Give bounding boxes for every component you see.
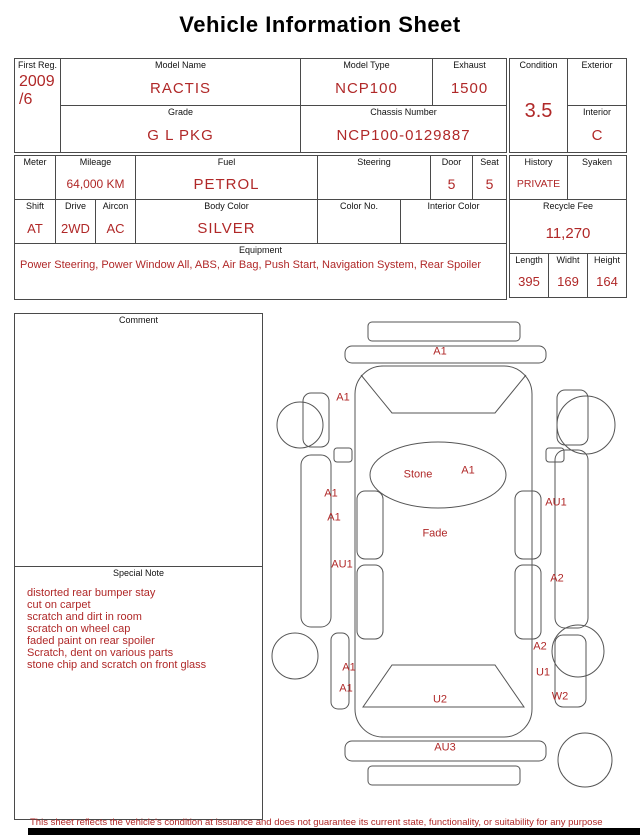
seat-cell — [473, 156, 507, 201]
syaken-label: Syaken — [581, 157, 613, 167]
door-value: 5 — [447, 176, 456, 192]
first-reg-label: First Reg. — [17, 60, 57, 70]
dimensions-table — [509, 253, 627, 298]
right-rear-door-panel — [515, 565, 541, 639]
diagram-damage-label: A1 — [324, 487, 338, 500]
history-table — [509, 155, 627, 201]
recycle-fee-label: Recycle Fee — [542, 201, 594, 211]
diagram-damage-label: A1 — [342, 661, 356, 674]
seat-value: 5 — [485, 176, 494, 192]
hood-line — [361, 375, 526, 413]
condition-value: 3.5 — [524, 99, 553, 122]
drive-value: 2WD — [61, 220, 90, 236]
steering-cell — [318, 156, 431, 201]
special-note-line: Scratch, dent on various parts — [27, 647, 174, 659]
special-note-line: cut on carpet — [27, 599, 91, 611]
mileage-label: Mileage — [79, 157, 112, 167]
length-label: Length — [515, 255, 543, 265]
aircon-label: Aircon — [102, 201, 129, 211]
meter-cell — [15, 156, 56, 201]
diagram-damage-label: A2 — [550, 572, 564, 585]
history-cell — [510, 156, 568, 201]
detail-table-row-b — [14, 199, 507, 245]
left-mirror — [334, 448, 352, 462]
chassis-number-cell — [301, 106, 507, 153]
color-no-cell — [318, 200, 401, 245]
model-type-cell — [301, 59, 433, 106]
first-reg-value-year: 2009 — [19, 73, 55, 90]
special-note-line: faded paint on rear spoiler — [27, 635, 155, 647]
page-title: Vehicle Information Sheet — [179, 12, 461, 37]
exhaust-label: Exhaust — [453, 60, 486, 70]
chassis-number-value: NCP100-0129887 — [336, 127, 471, 144]
door-cell — [431, 156, 473, 201]
recycle-fee-value: 11,270 — [545, 224, 591, 242]
model-name-label: Model Name — [154, 60, 207, 70]
left-rear-wheel — [272, 633, 318, 679]
grade-label: Grade — [167, 107, 193, 117]
color-no-label: Color No. — [339, 201, 378, 211]
width-label: Widht — [556, 255, 580, 265]
left-front-wheel — [277, 402, 323, 448]
vehicle-main-table — [14, 58, 507, 153]
chassis-number-label: Chassis Number — [370, 107, 437, 117]
recycle-fee-cell — [510, 200, 627, 255]
width-value: 169 — [557, 274, 579, 289]
model-type-value: NCP100 — [335, 80, 398, 97]
right-side-strip — [555, 450, 588, 628]
aircon-value: AC — [106, 220, 125, 236]
model-name-value: RACTIS — [149, 80, 211, 97]
disclaimer-text: This sheet reflects the vehicle's condition at issuance and does not guarantee its current state, functionality, or suitability for any purpose — [30, 817, 603, 828]
fuel-cell — [136, 156, 318, 201]
shift-value: AT — [27, 220, 43, 236]
comment-box — [14, 313, 263, 567]
diagram-damage-label: A1 — [339, 682, 353, 695]
model-type-label: Model Type — [343, 60, 390, 70]
special-note-line: distorted rear bumper stay — [27, 587, 156, 599]
right-rear-wheel — [552, 625, 604, 677]
diagram-damage-label: W2 — [551, 690, 569, 703]
diagram-damage-label: A1 — [327, 511, 341, 524]
body-color-cell — [136, 200, 318, 245]
interior-label: Interior — [582, 107, 611, 117]
height-cell — [588, 254, 627, 298]
shift-cell — [15, 200, 56, 245]
width-cell — [549, 254, 588, 298]
equipment-label: Equipment — [238, 245, 283, 255]
car-body-outline — [355, 366, 532, 737]
left-front-fender-strip — [303, 393, 329, 447]
door-label: Door — [441, 157, 462, 167]
diagram-damage-label: Stone — [403, 468, 433, 481]
body-color-label: Body Color — [204, 201, 249, 211]
comment-label: Comment — [118, 315, 158, 325]
exhaust-value: 1500 — [450, 80, 489, 97]
drive-cell — [56, 200, 96, 245]
syaken-cell — [568, 156, 627, 201]
special-note-label: Special Note — [112, 568, 165, 578]
diagram-damage-label: AU1 — [545, 496, 567, 509]
exterior-label: Exterior — [581, 60, 613, 70]
height-label: Height — [593, 255, 620, 265]
right-front-door-panel — [515, 491, 541, 559]
rear-top-strip — [368, 766, 520, 785]
interior-color-label: Interior Color — [427, 201, 480, 211]
bottom-black-bar — [28, 828, 640, 835]
shift-label: Shift — [25, 201, 44, 211]
special-note-box — [14, 566, 263, 820]
interior-cell — [568, 106, 627, 153]
equipment-cell — [15, 244, 507, 300]
diagram-damage-label: A1 — [336, 391, 350, 404]
condition-label: Condition — [519, 60, 558, 70]
grade-value: G L PKG — [147, 127, 214, 144]
height-value: 164 — [596, 274, 618, 289]
fuel-value: PETROL — [193, 175, 260, 193]
windshield — [370, 442, 506, 508]
car-diagram-svg — [268, 315, 630, 795]
condition-cell — [510, 59, 568, 153]
interior-value: C — [591, 127, 603, 144]
diagram-damage-label: A1 — [433, 345, 447, 358]
diagram-damage-label: U2 — [432, 693, 448, 706]
special-note-line: scratch and dirt in room — [27, 611, 142, 623]
recycle-fee-table — [509, 199, 627, 255]
left-side-strip — [301, 455, 331, 627]
body-color-value: SILVER — [197, 219, 256, 237]
diagram-damage-label: A1 — [461, 464, 475, 477]
diagram-damage-label: U1 — [535, 666, 551, 679]
aircon-cell — [96, 200, 136, 245]
first-reg-value-month: /6 — [19, 91, 33, 108]
diagram-damage-label: AU1 — [331, 558, 353, 571]
special-note-line: stone chip and scratch on front glass — [27, 659, 207, 671]
meter-label: Meter — [23, 157, 47, 167]
equipment-table — [14, 243, 507, 300]
seat-label: Seat — [480, 157, 499, 167]
right-front-wheel — [557, 396, 615, 454]
interior-color-cell — [401, 200, 507, 245]
detail-table-row-a — [14, 155, 507, 201]
left-front-door-panel — [357, 491, 383, 559]
special-note-line: scratch on wheel cap — [27, 623, 131, 635]
left-rear-door-panel — [357, 565, 383, 639]
history-value: PRIVATE — [516, 178, 561, 190]
model-name-cell — [61, 59, 301, 106]
first-reg-cell — [15, 59, 61, 153]
diagram-damage-label: Fade — [422, 527, 448, 540]
special-note-lines — [15, 580, 262, 671]
length-cell — [510, 254, 549, 298]
grade-cell — [61, 106, 301, 153]
history-label: History — [524, 157, 553, 167]
length-value: 395 — [518, 274, 540, 289]
fuel-label: Fuel — [217, 157, 236, 167]
steering-label: Steering — [357, 157, 391, 167]
right-front-fender-strip — [557, 390, 588, 445]
car-damage-diagram — [268, 315, 630, 795]
spare-wheel — [558, 733, 612, 787]
equipment-value: Power Steering, Power Window All, ABS, Air Bag, Push Start, Navigation System, Rear Spoiler — [20, 259, 481, 271]
diagram-damage-label: A2 — [533, 640, 547, 653]
exhaust-cell — [433, 59, 507, 106]
mileage-cell — [56, 156, 136, 201]
exterior-cell — [568, 59, 627, 106]
drive-label: Drive — [64, 201, 86, 211]
mileage-value: 64,000 KM — [66, 177, 125, 191]
condition-table — [509, 58, 627, 153]
diagram-damage-label: AU3 — [434, 741, 456, 754]
front-top-strip — [368, 322, 520, 341]
